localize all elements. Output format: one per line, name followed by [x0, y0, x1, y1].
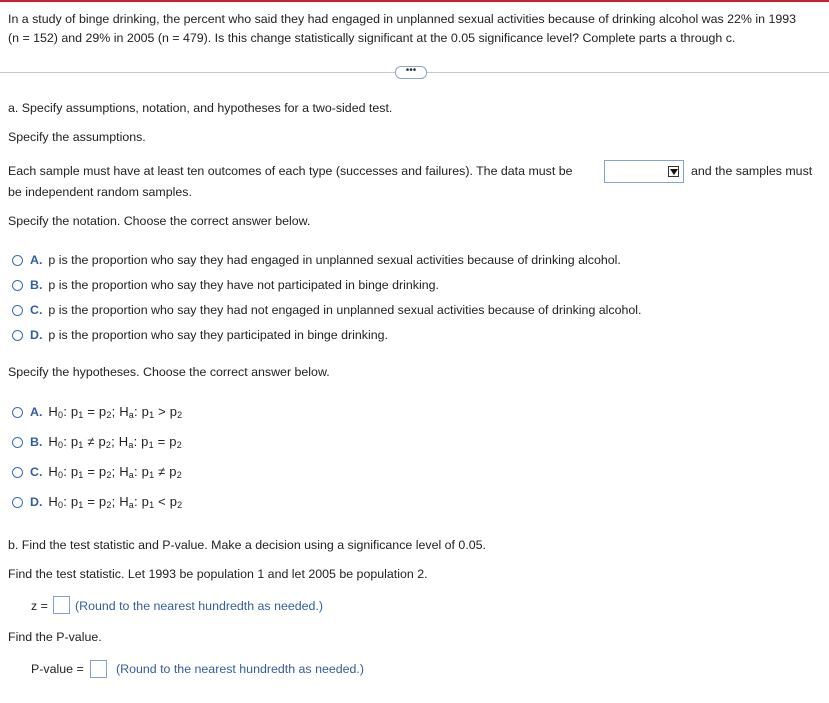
notation-prompt: Specify the notation. Choose the correct answer below.: [8, 214, 311, 228]
option-text: p is the proportion who say they had not engaged in unplanned sexual activities because of drinking alcohol.: [48, 303, 642, 317]
hypothesis-text: $H_0$: $p_1 = p_2$; $H_a$: $p_1 > p_2$: [48, 404, 183, 420]
pvalue-label: P-value =: [31, 662, 84, 676]
option-letter: D.: [30, 328, 43, 342]
h0-relation: =: [87, 494, 96, 509]
notation-option-c[interactable]: [12, 301, 642, 319]
h0-relation: =: [87, 404, 96, 419]
option-letter: A.: [30, 253, 43, 267]
radio-button[interactable]: [12, 437, 23, 448]
notation-option-b[interactable]: [12, 276, 439, 294]
pvalue-prompt: Find the P-value.: [8, 630, 102, 644]
option-letter: D.: [30, 495, 43, 509]
question-text: [8, 10, 829, 48]
question-line-2: (n = 152) and 29% in 2005 (n = 479). Is this change statistically significant at the 0.05 significance level? Complete parts a through c.: [8, 31, 736, 45]
option-letter: C.: [30, 465, 43, 479]
hypotheses-prompt: Specify the hypotheses. Choose the correct answer below.: [8, 365, 330, 379]
pvalue-hint: (Round to the nearest hundredth as needed.): [116, 662, 364, 676]
z-label: z =: [31, 599, 48, 613]
top-accent-line: [0, 0, 829, 2]
option-letter: B.: [30, 278, 43, 292]
part-b-heading: b. Find the test statistic and P-value. Make a decision using a significance level of 0.05.: [8, 538, 486, 552]
option-letter: A.: [30, 405, 43, 419]
part-a-heading: a. Specify assumptions, notation, and hypotheses for a two-sided test.: [8, 101, 393, 115]
expand-button[interactable]: •••: [395, 66, 427, 79]
radio-button[interactable]: [12, 467, 23, 478]
pvalue-input[interactable]: [90, 660, 107, 678]
ha-relation: ≠: [158, 464, 166, 479]
assumption-text-line2: be independent random samples.: [8, 185, 192, 199]
option-text: p is the proportion who say they participated in binge drinking.: [48, 328, 388, 342]
option-letter: C.: [30, 303, 43, 317]
ha-relation: =: [157, 434, 166, 449]
radio-button[interactable]: [12, 407, 23, 418]
ha-relation: <: [158, 494, 166, 509]
option-text: p is the proportion who say they had engaged in unplanned sexual activities because of drinking alcohol.: [48, 253, 621, 267]
assumption-text-after: and the samples must: [691, 164, 813, 178]
option-text: p is the proportion who say they have not participated in binge drinking.: [48, 278, 439, 292]
z-input[interactable]: [53, 596, 70, 614]
radio-button[interactable]: [12, 497, 23, 508]
assumption-dropdown[interactable]: [604, 160, 684, 183]
notation-option-a[interactable]: [12, 251, 621, 269]
hypothesis-text: $H_0$: $p_1 \ne p_2$; $H_a$: $p_1 = p_2$: [48, 434, 182, 450]
notation-option-d[interactable]: [12, 326, 388, 344]
z-hint: (Round to the nearest hundredth as needed.): [75, 599, 323, 613]
h0-relation: ≠: [87, 434, 95, 449]
dropdown-arrow-icon[interactable]: [668, 166, 679, 177]
option-letter: B.: [30, 435, 43, 449]
hypothesis-text: $H_0$: $p_1 = p_2$; $H_a$: $p_1 < p_2$: [48, 494, 183, 510]
assumption-text-before: Each sample must have at least ten outcomes of each type (successes and failures). The data must be: [8, 164, 573, 178]
hypothesis-text: $H_0$: $p_1 = p_2$; $H_a$: $p_1 \ne p_2$: [48, 464, 182, 480]
hypothesis-option-b[interactable]: [12, 433, 182, 451]
radio-button[interactable]: [12, 330, 23, 341]
hypothesis-option-a[interactable]: [12, 403, 182, 421]
test-stat-prompt: Find the test statistic. Let 1993 be population 1 and let 2005 be population 2.: [8, 567, 428, 581]
radio-button[interactable]: [12, 280, 23, 291]
radio-button[interactable]: [12, 305, 23, 316]
h0-relation: =: [87, 464, 96, 479]
ha-relation: >: [158, 404, 166, 419]
assumptions-prompt: Specify the assumptions.: [8, 130, 146, 144]
hypothesis-option-c[interactable]: [12, 463, 182, 481]
question-line-1: In a study of binge drinking, the percent who said they had engaged in unplanned sexual activities because of drinking alcohol was 22% in 1993: [8, 12, 797, 26]
hypothesis-option-d[interactable]: [12, 493, 182, 511]
radio-button[interactable]: [12, 255, 23, 266]
